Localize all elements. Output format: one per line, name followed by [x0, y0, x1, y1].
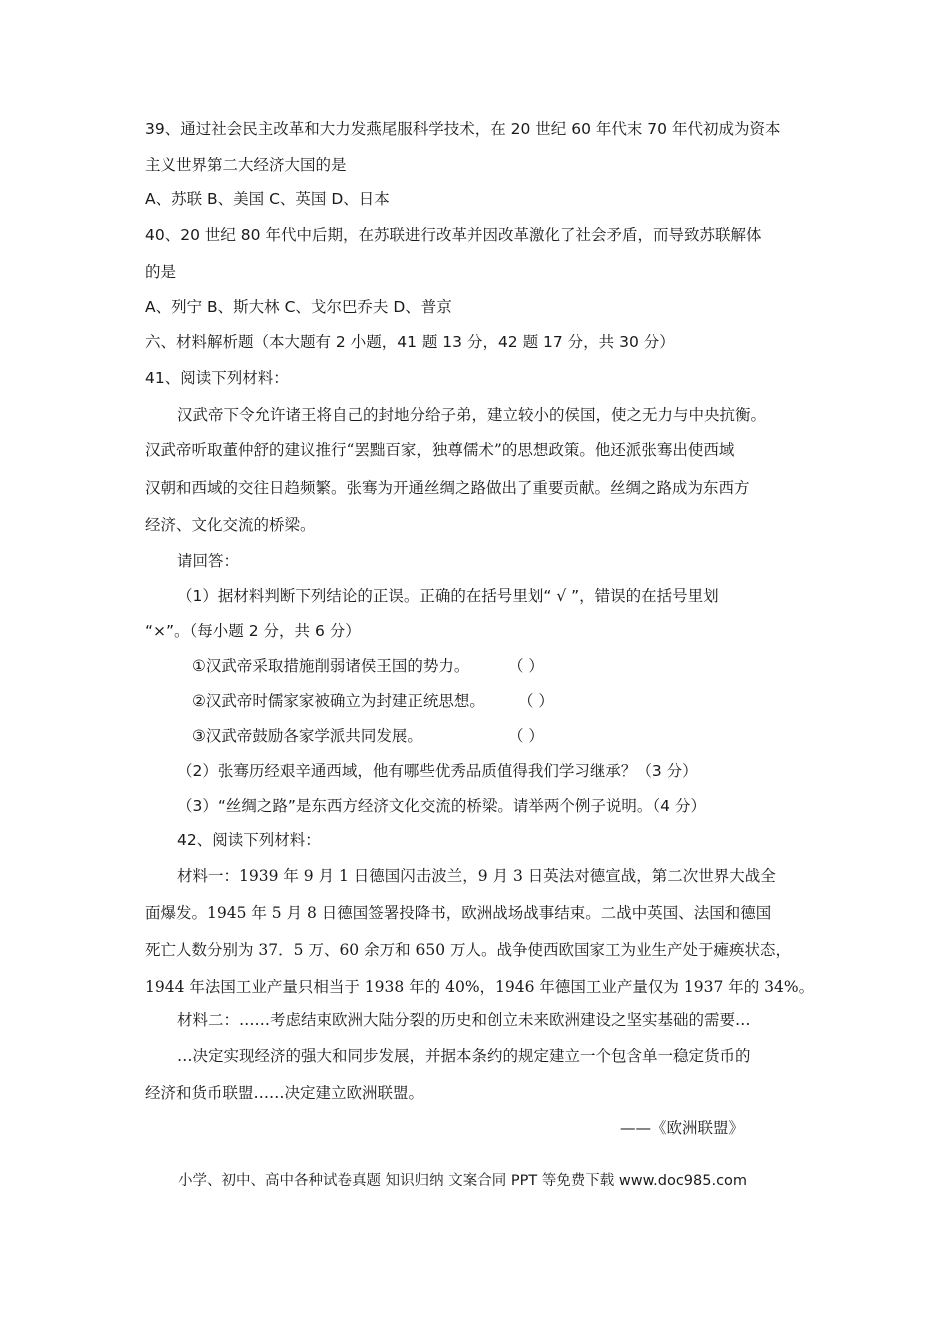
q42-material2-line: …决定实现经济的强大和同步发展，并据本条约的规定建立一个包含单一稳定货币的: [177, 1047, 751, 1065]
q40-line2: 的是: [145, 263, 177, 281]
q42-intro: 42、阅读下列材料：: [177, 831, 321, 849]
q41-sub3: （3）“丝绸之路”是东西方经济文化交流的桥梁。请举两个例子说明。（4 分）: [177, 797, 706, 815]
q41-item-2: ②汉武帝时儒家家被确立为封建正统思想。: [192, 692, 485, 710]
q41-item-2-answer-bracket[interactable]: （ ）: [518, 692, 554, 710]
footer-text: 小学、初中、高中各种试卷真题 知识归纳 文案合同 PPT 等免费下载 www.doc985.com: [178, 1173, 748, 1189]
q41-sub1-line1: （1）据材料判断下列结论的正误。正确的在括号里划“ √ ”，错误的在括号里划: [177, 587, 719, 605]
q41-prompt: 请回答：: [177, 552, 240, 570]
q41-item-1-answer-bracket[interactable]: （ ）: [508, 657, 544, 675]
q39-line2: 主义世界第二大经济大国的是: [145, 156, 347, 174]
section6-title: 六、材料解析题（本大题有 2 小题，41 题 13 分，42 题 17 分，共 30 分）: [145, 333, 675, 351]
q42-material1-line: 1944 年法国工业产量只相当于 1938 年的 40%，1946 年德国工业产量仅为 1937 年的 34%。: [145, 978, 815, 996]
q41-item-3: ③汉武帝鼓励各家学派共同发展。: [192, 727, 423, 745]
q41-material-line: 汉武帝听取董仲舒的建议推行“罢黜百家，独尊儒术”的思想政策。他还派张骞出使西域: [145, 441, 735, 459]
q41-item-1: ①汉武帝采取措施削弱诸侯王国的势力。: [192, 657, 470, 675]
q40-line1: 40、20 世纪 80 年代中后期，在苏联进行改革并因改革激化了社会矛盾，而导致苏联解体: [145, 226, 762, 244]
q42-material1-line: 死亡人数分别为 37．5 万、60 余万和 650 万人。战争使西欧国家工为业生产处于瘫痪状态，: [145, 941, 792, 959]
q41-item-3-answer-bracket[interactable]: （ ）: [508, 727, 544, 745]
q42-material1-line: 材料一：1939 年 9 月 1 日德国闪击波兰，9 月 3 日英法对德宣战，第二次世界大战全: [177, 867, 776, 885]
q42-material1-line: 面爆发。1945 年 5 月 8 日德国签署投降书，欧洲战场战事结束。二战中英国、法国和德国: [145, 904, 772, 922]
q41-intro: 41、阅读下列材料：: [145, 369, 289, 387]
q41-material-line: 经济、文化交流的桥梁。: [145, 516, 316, 534]
q40-options: A、列宁 B、斯大林 C、戈尔巴乔夫 D、普京: [145, 298, 452, 316]
q42-material2-line: 经济和货币联盟……决定建立欧洲联盟。: [145, 1084, 425, 1102]
q41-sub1-line2: “×”。（每小题 2 分，共 6 分）: [145, 622, 361, 640]
q42-material2-line: 材料二：……考虑结束欧洲大陆分裂的历史和创立未来欧洲建设之坚实基础的需要…: [177, 1011, 751, 1029]
q39-options: A、苏联 B、美国 C、英国 D、日本: [145, 190, 390, 208]
q39-line1: 39、通过社会民主改革和大力发燕尾服科学技术，在 20 世纪 60 年代末 70 年代初成为资本: [145, 120, 781, 138]
q41-material-line: 汉武帝下令允许诸王将自己的封地分给子弟，建立较小的侯国，使之无力与中央抗衡。: [177, 406, 767, 424]
q42-source: ——《欧洲联盟》: [620, 1119, 745, 1137]
q41-material-line: 汉朝和西域的交往日趋频繁。张骞为开通丝绸之路做出了重要贡献。丝绸之路成为东西方: [145, 479, 750, 497]
q41-sub2: （2）张骞历经艰辛通西域，他有哪些优秀品质值得我们学习继承？（3 分）: [177, 762, 698, 780]
